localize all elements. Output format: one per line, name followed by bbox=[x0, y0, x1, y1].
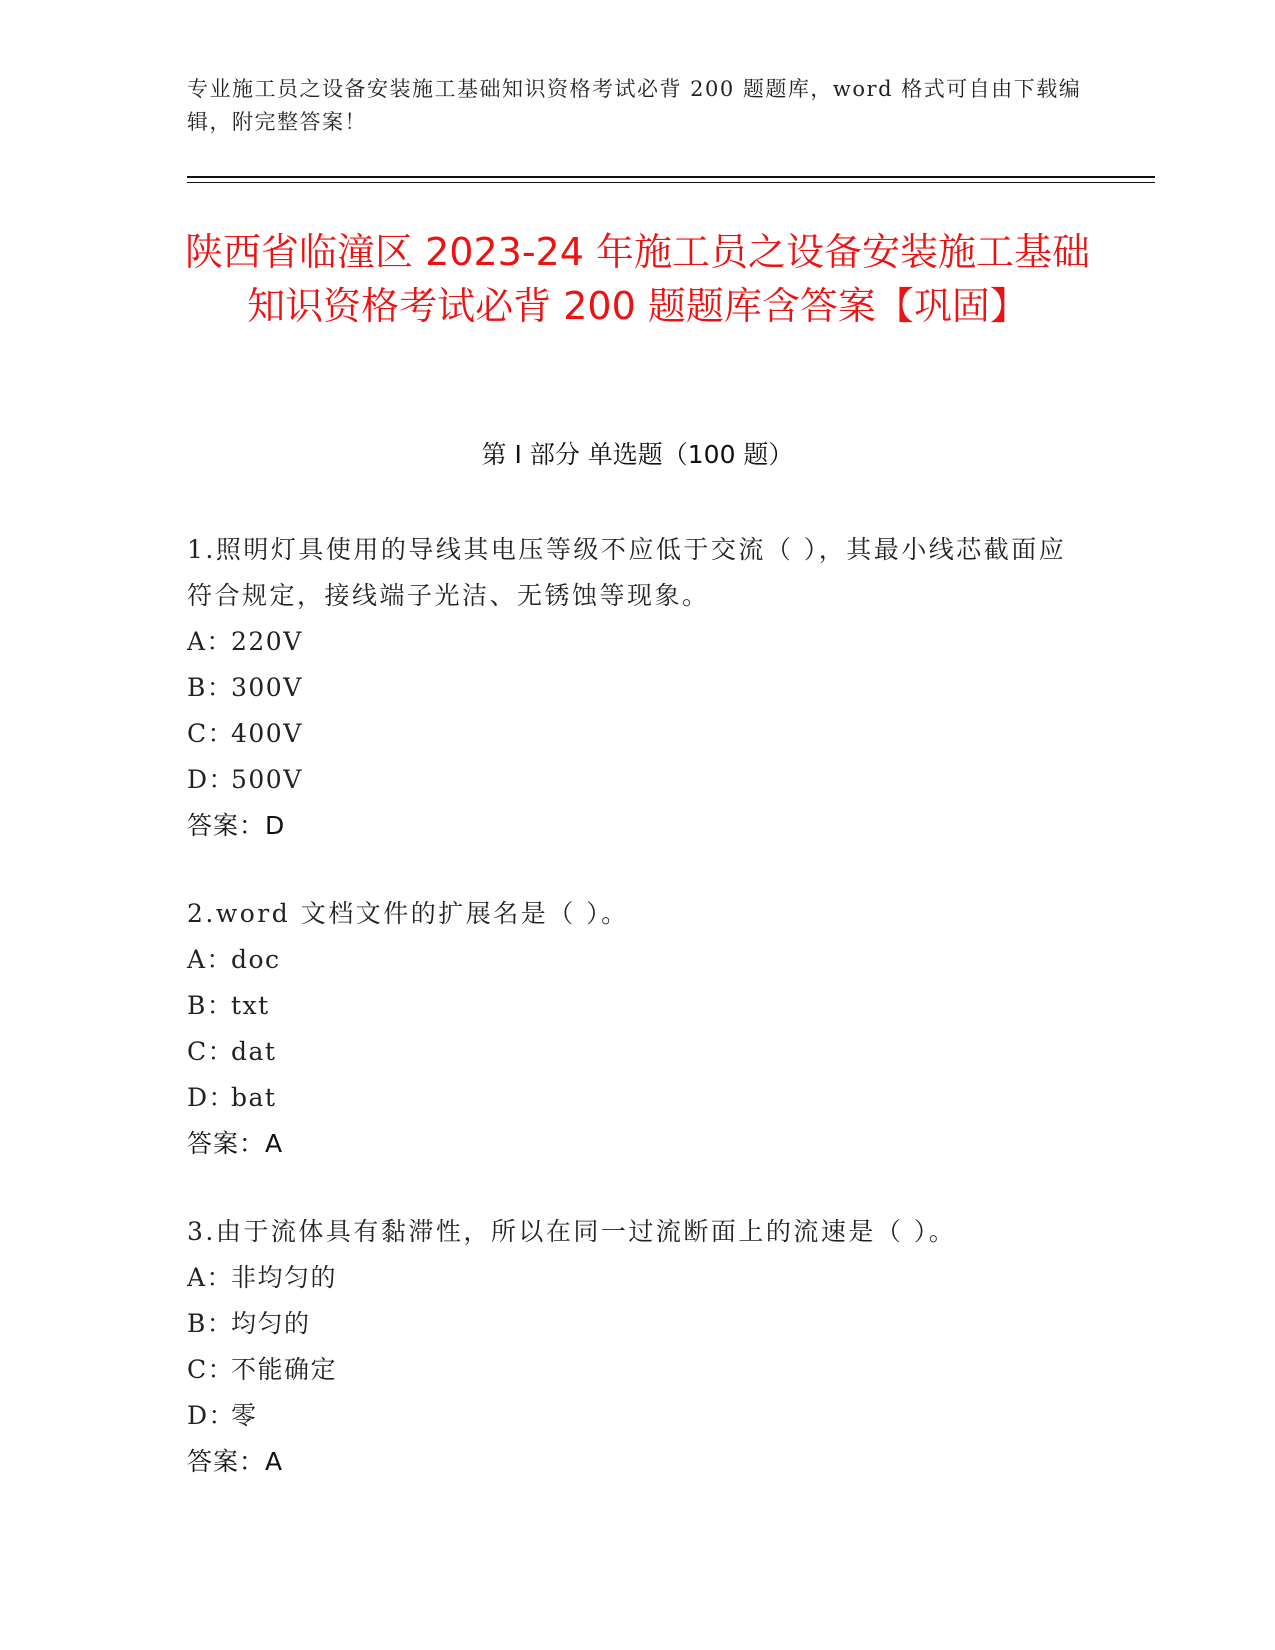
option-c bbox=[187, 711, 1087, 757]
option-c bbox=[187, 1029, 1087, 1075]
option-key: B： bbox=[187, 991, 234, 1020]
option-key: A： bbox=[187, 945, 234, 974]
option-key: B： bbox=[187, 673, 234, 702]
document-title: 陕西省临潼区 2023-24 年施工员之设备安装施工基础知识资格考试必背 200 题题库含答案【巩固】 bbox=[185, 230, 1090, 328]
question-stem: 2.word 文档文件的扩展名是（ ）。 bbox=[187, 899, 629, 928]
header-note: 专业施工员之设备安装施工基础知识资格考试必背 200 题题库，word 格式可自由下载编辑，附完整答案！ bbox=[187, 77, 1082, 134]
option-text: 非均匀的 bbox=[231, 1263, 338, 1292]
option-a bbox=[187, 1255, 1087, 1301]
question-1 bbox=[187, 527, 1087, 849]
option-text: 零 bbox=[231, 1401, 258, 1430]
option-d bbox=[187, 1393, 1087, 1439]
header-rule-thin bbox=[187, 182, 1155, 183]
option-key: B： bbox=[187, 1309, 234, 1338]
answer: 答案：D bbox=[187, 811, 286, 840]
option-a bbox=[187, 937, 1087, 983]
section-heading: 第 I 部分 单选题（100 题） bbox=[481, 440, 794, 469]
option-text: 400V bbox=[231, 719, 303, 748]
option-text: bat bbox=[231, 1083, 277, 1112]
header-rule-thick bbox=[187, 176, 1155, 178]
answer: 答案：A bbox=[187, 1129, 284, 1158]
option-d bbox=[187, 757, 1087, 803]
option-c bbox=[187, 1347, 1087, 1393]
option-text: 300V bbox=[231, 673, 303, 702]
option-key: C： bbox=[187, 719, 235, 748]
option-text: 220V bbox=[231, 627, 303, 656]
option-b bbox=[187, 1301, 1087, 1347]
option-a bbox=[187, 619, 1087, 665]
option-key: C： bbox=[187, 1037, 235, 1066]
answer: 答案：A bbox=[187, 1447, 284, 1476]
option-text: 500V bbox=[231, 765, 303, 794]
question-stem: 3.由于流体具有黏滞性，所以在同一过流断面上的流速是（ ）。 bbox=[187, 1217, 957, 1246]
option-text: 不能确定 bbox=[231, 1355, 338, 1384]
option-key: D： bbox=[187, 1083, 236, 1112]
option-b bbox=[187, 983, 1087, 1029]
option-key: C： bbox=[187, 1355, 235, 1384]
option-text: dat bbox=[231, 1037, 277, 1066]
option-key: D： bbox=[187, 1401, 236, 1430]
question-3 bbox=[187, 1209, 1087, 1485]
question-stem: 1.照明灯具使用的导线其电压等级不应低于交流（ ），其最小线芯截面应符合规定，接线端子光洁、无锈蚀等现象。 bbox=[187, 535, 1067, 610]
option-b bbox=[187, 665, 1087, 711]
option-text: doc bbox=[231, 945, 281, 974]
question-2 bbox=[187, 891, 1087, 1167]
option-text: 均匀的 bbox=[231, 1309, 311, 1338]
option-key: D： bbox=[187, 765, 236, 794]
option-key: A： bbox=[187, 1263, 234, 1292]
option-text: txt bbox=[231, 991, 270, 1020]
option-key: A： bbox=[187, 627, 234, 656]
option-d bbox=[187, 1075, 1087, 1121]
